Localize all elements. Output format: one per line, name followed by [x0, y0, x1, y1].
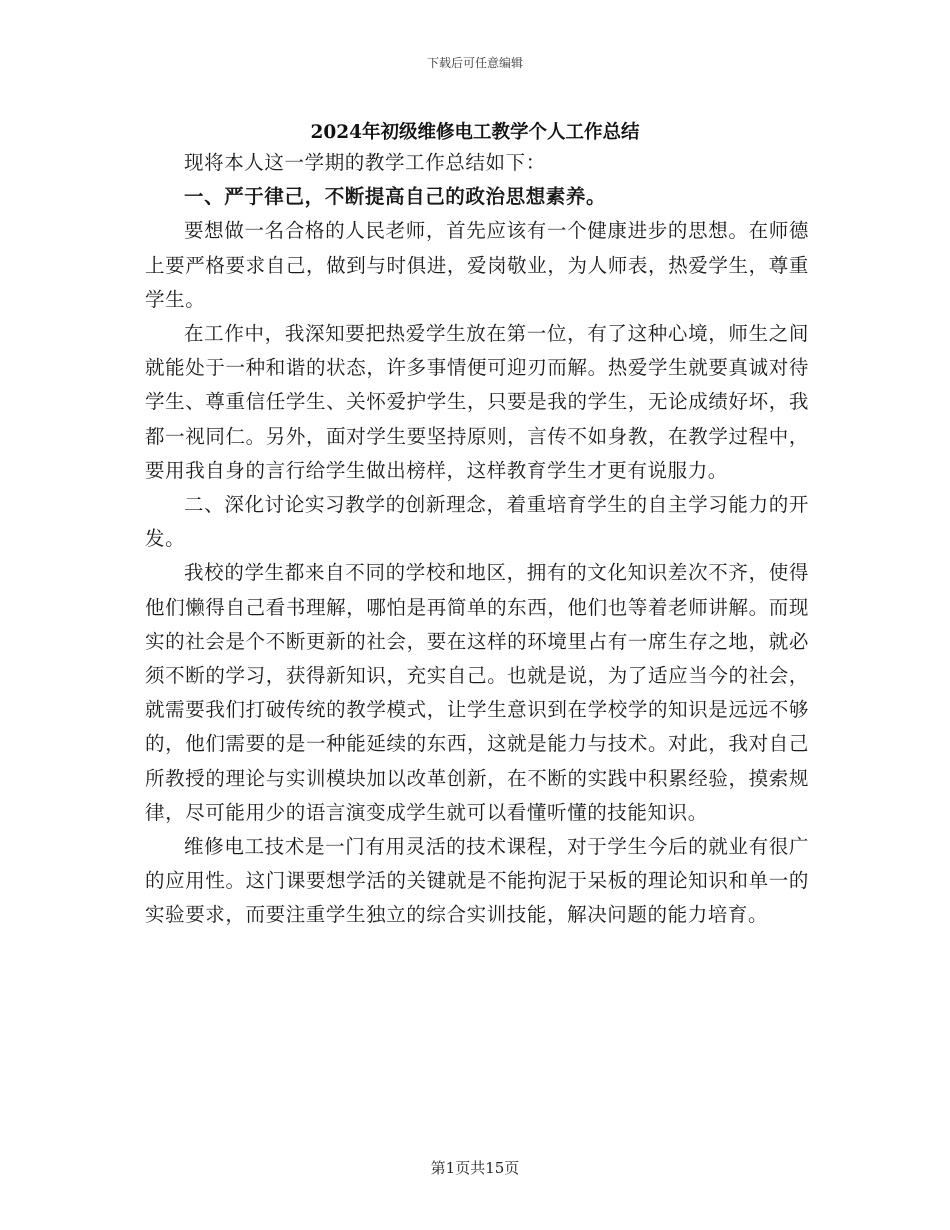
document-title: 2024年初级维修电工教学个人工作总结	[310, 122, 640, 143]
body-paragraph: 要想做一名合格的人民老师，首先应该有一个健康进步的思想。在师德上要严格要求自己，做到与时俱进，爱岗敬业，为人师表，热爱学生，尊重学生。	[145, 219, 809, 311]
body-paragraph: 我校的学生都来自不同的学校和地区，拥有的文化知识差次不齐，使得他们懒得自己看书理解，哪怕是再简单的东西，他们也等着老师讲解。而现实的社会是个不断更新的社会，要在这样的环境里占有一席生存之地，就必须不断的学习，获得新知识，充实自己。也就是说，为了适应当今的社会，就需要我们打破传统的教学模式，让学生意识到在学校学的知识是远远不够的，他们需要的是一种能延续的东西，这就是能力与技术。对此，我对自己所教授的理论与实训模块加以改革创新，在不断的实践中积累经验，摸索规律，尽可能用少的语言演变成学生就可以看懂听懂的技能知识。	[145, 561, 809, 824]
document-body	[145, 146, 809, 933]
section-heading-1: 一、严于律己，不断提高自己的政治思想素养。	[184, 185, 607, 209]
body-paragraph: 维修电工技术是一门有用灵活的技术课程，对于学生今后的就业有很广的应用性。这门课要想学活的关键就是不能拘泥于呆板的理论知识和单一的实验要求，而要注重学生独立的综合实训技能，解决问题的能力培育。	[145, 835, 809, 927]
body-paragraph: 在工作中，我深知要把热爱学生放在第一位，有了这种心境，师生之间就能处于一种和谐的状态，许多事情便可迎刃而解。热爱学生就要真诚对待学生、尊重信任学生、关怀爱护学生，只要是我的学生，无论成绩好坏，我都一视同仁。另外，面对学生要坚持原则，言传不如身教，在教学过程中，要用我自身的言行给学生做出榜样，这样教育学生才更有说服力。	[145, 322, 809, 482]
page-number-footer: 第1页共15页	[430, 1159, 520, 1177]
section-heading-2: 二、深化讨论实习教学的创新理念，着重培育学生的自主学习能力的开发。	[145, 493, 809, 551]
intro-paragraph: 现将本人这一学期的教学工作总结如下：	[184, 151, 546, 174]
page-header-note: 下载后可任意编辑	[426, 56, 523, 70]
